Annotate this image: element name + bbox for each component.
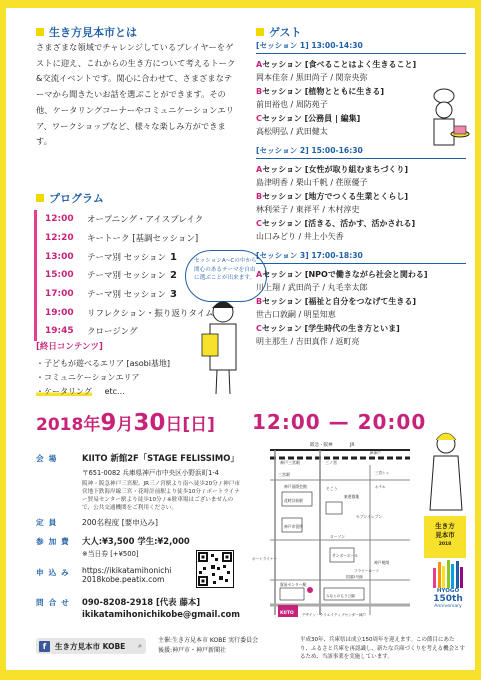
apply-link[interactable]: https://ikikatamihonichi 2018kobe.peatix.com (82, 566, 172, 584)
guest-list (256, 40, 466, 350)
map-label: 三宮シェ (375, 471, 390, 475)
map-label: 三ノ宮 (325, 460, 337, 465)
about-body: さまざまな領域でチャレンジしているプレイヤーをゲストに迎え、これからの生き方について考えるトーク&交流イベントです。関心に合わせて、さまざまなテーマから聞きたいお話を選ぶことができます。その他、ケータリングコーナーやコミュニケーションエリア、ワークショップなど、様々な楽しみ方ができます。 (36, 42, 236, 147)
session-heading: [セッション 1] 13:00-14:30 (256, 40, 466, 54)
map-label: 三宮駅 (278, 472, 290, 477)
session-item: Aセッション [女性が取り組むまちづくり] 島津明香 / 栗山千帆 / 荏原優子 (256, 165, 409, 187)
map-label: JR神戸 (370, 451, 381, 455)
end-content-item: ・コミュニケーションエリア (36, 373, 140, 382)
map-label: 貿易センター駅 (280, 582, 307, 587)
hyogo-150-logo: HYOGO 150th Anniversary (426, 560, 470, 609)
session-item: Aセッション [NPOで働きながら社会と関わる] 川上翔 / 武田尚子 / 丸毛幸太郎 (256, 270, 428, 292)
capacity-value: 200名程度 [要申込み] (82, 518, 158, 527)
search-icon: ⌕ (138, 641, 142, 650)
fee-sub: ※当日券 [+¥500] (82, 550, 139, 558)
map-label: KIITO (280, 611, 294, 616)
program-row: 15:00 テーマ別 セッション 2 (34, 266, 244, 285)
session-heading: [セッション 3] 17:00-18:30 (256, 250, 466, 264)
program-row: 13:00 テーマ別 セッション 1 (34, 247, 244, 266)
event-time: 12:00 — 20:00 (252, 410, 427, 434)
map-label: 神戸税関 (374, 560, 390, 565)
chef-illustration (416, 88, 471, 158)
map-label: 神戸市役所 (284, 524, 303, 529)
map-label: フラワーロード (354, 569, 380, 573)
end-content-heading: [終日コンテンツ] (36, 342, 103, 352)
map-label: サンボーホール (332, 553, 359, 558)
fee-label: 参加費 (36, 537, 74, 546)
session-item: Bセッション [植物とともに生きる] 前田裕也 / 周防苑子 (256, 87, 385, 109)
square-icon (36, 28, 44, 36)
venue-name: KIITO 新館2F「STAGE FELISSIMO」 (82, 453, 239, 463)
end-content (36, 340, 170, 399)
program-heading: プログラム (36, 190, 104, 206)
map-label: そごう (326, 486, 338, 491)
hyogo-bars-icon (426, 560, 470, 588)
end-content-item: ・子どもが遊べるエリア [asobi基地] (36, 359, 171, 368)
capacity-label: 定員 (36, 518, 62, 527)
venue-address: 〒651-0082 兵庫県神戸市中央区小野浜町1-4 (82, 469, 219, 477)
program-note: セッションA~Cの中から関心のあるテーマを自由に選ぶことが出来ます。 (185, 250, 267, 302)
map-label: 東遊園地 (344, 494, 360, 499)
about-heading: 生き方見本市とは (36, 24, 137, 40)
access-map (250, 440, 420, 630)
facebook-link[interactable]: f 生き方見本市 KOBE ⌕ (36, 638, 146, 654)
venue-label: 会場 (36, 454, 62, 463)
event-badge: 生き方 見本市 2018 (424, 516, 466, 558)
square-icon (256, 28, 264, 36)
program-row: 19:45 クロージング (34, 322, 244, 341)
map-label: デザイン・クリエイティブセンター神戸 (302, 613, 366, 617)
venue-access: 阪神・阪急神戸三宮駅、JR三ノ宮駅より南へ徒歩20分 / 神戸市営地下鉄海岸線三宮・花時計前駅より徒歩10分 / ポートライナー貿易センター駅より徒歩10分 / ※駐車場はございませんので、公共交通機関をご利用ください。 (82, 481, 240, 511)
facebook-icon: f (39, 641, 50, 652)
map-label: 阪急・阪神 (310, 443, 333, 448)
person-illustration (424, 430, 470, 520)
organizer: 主催:生き方見本市 KOBE 実行委員会 後援:神戸市・神戸新聞社 (158, 637, 259, 654)
map-label: 神戸国際会館 (284, 484, 307, 489)
session-item: Cセッション [公務員 | 編集] 高松明弘 / 武田健太 (256, 114, 361, 136)
map-label: みなとのもり公園 (326, 594, 355, 598)
session-item: Bセッション [地方でつくる生業とくらし] 林利栄子 / 東祥平 / 木村淳史 (256, 192, 409, 214)
fee-value: 大人:¥3,500 学生:¥2,000 (82, 536, 190, 546)
map-label: セブンイレブン (356, 514, 383, 519)
session-item: Cセッション [活きる、活かす、活かされる] 山口みどり / 井上小矢香 (256, 219, 416, 241)
program-row: 19:00 リフレクション・振り返りタイム (34, 303, 244, 322)
session-item: Aセッション [食べることはよく生きること] 岡本佳奈 / 黒田尚子 / 関奈央弥 (256, 60, 417, 82)
contact-email[interactable]: ikikatamihonichikobe@gmail.com (82, 609, 241, 619)
program-row: 17:00 テーマ別 セッション 3 (34, 285, 244, 304)
event-date: 2018年9月30日[日] (36, 410, 215, 436)
contact-phone: 090-8208-2918 [代表 藤本] (82, 597, 201, 607)
program-row: 12:20 キートーク [基調セッション] (34, 229, 244, 248)
session-heading: [セッション 2] 15:00-16:30 (256, 145, 466, 159)
contact-label: 問合せ (36, 598, 74, 607)
map-label: ポートライナー (252, 557, 278, 561)
program-row: 12:00 オープニング・アイスブレイク (34, 210, 244, 229)
apply-label: 申込み (36, 568, 74, 577)
map-label: ホテル (375, 485, 386, 489)
map-label: ローソン (330, 534, 346, 539)
map-label: 神戸三宮駅 (280, 460, 300, 465)
session-item: Cセッション [学生時代の生き方といま] 明主那生 / 吉田真作 / 返町亮 (256, 324, 400, 346)
end-content-item: ・ケータリング etc... (36, 387, 125, 396)
map-label: 国道2号線 (346, 575, 363, 579)
map-label: JR (350, 443, 355, 448)
qr-code (196, 550, 234, 588)
presenter-illustration (198, 298, 248, 398)
guest-heading: ゲスト (256, 24, 302, 40)
session-item: Bセッション [福祉と自分をつなげて生きる] 世古口敦嗣 / 明星知恵 (256, 297, 417, 319)
map-label: 花時計前駅 (284, 498, 303, 503)
square-icon (36, 194, 44, 202)
footnote: 平成30年、兵庫県は成立150周年を迎えます。この節目にあたり、ふるさと兵庫を再認識し、新たな兵庫づくりを考える機会とするため、当該事業を実施しています。 (300, 637, 466, 660)
